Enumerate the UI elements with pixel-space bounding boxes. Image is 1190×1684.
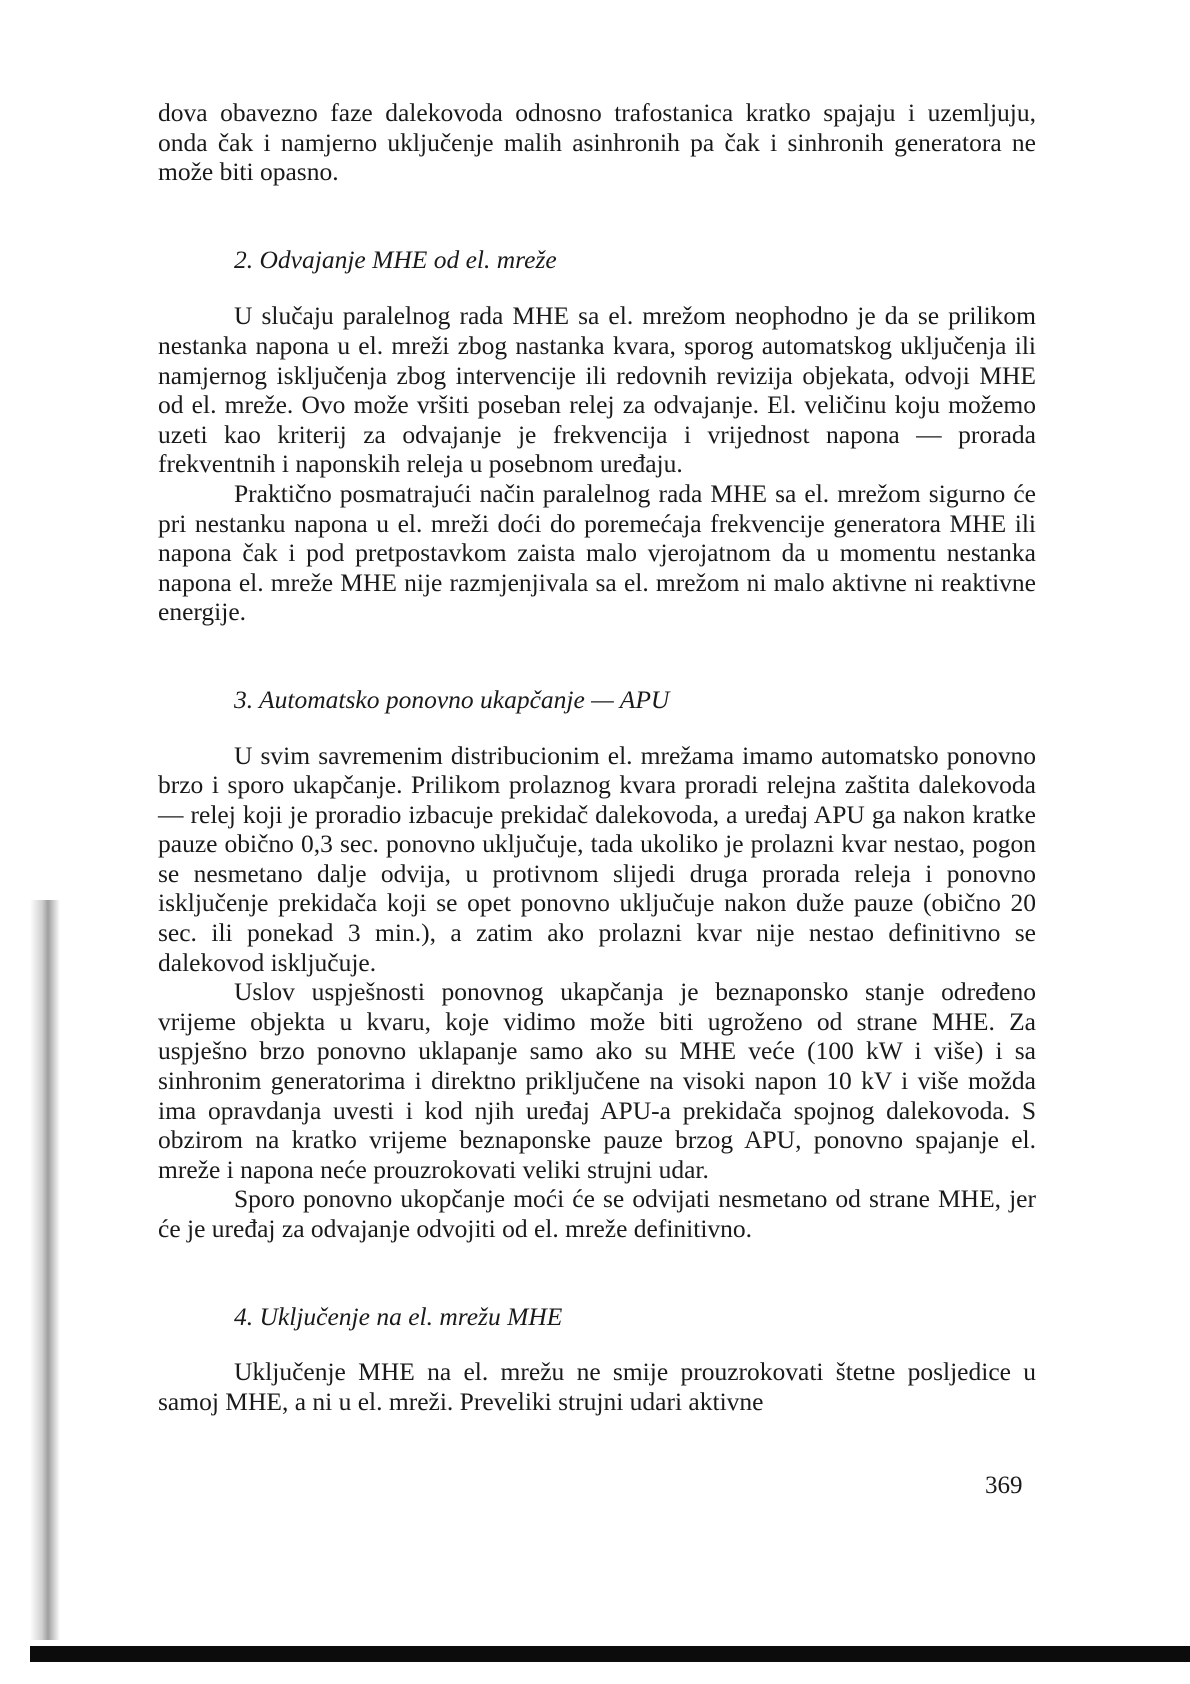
binding-shadow <box>30 900 60 1640</box>
section-3-paragraph-1: U svim savremenim distribucionim el. mrežama imamo automatsko ponovno brzo i sporo ukapčanje. Prilikom prolaznog kvara proradi relejna zaštita dalekovoda — relej koji je proradio izbacuje prekidač dalekovoda, a uređaj APU ga nakon kratke pauze obično 0,3 sec. ponovno uključuje, tada ukoliko je prolazni kvar nestao, pogon se nesmetano dalje odvija, u protivnom slijedi druga prorada releja i ponovno isključenje prekidača koji se opet ponovno uključuje nakon duže pauze (obično 20 sec. ili ponekad 3 min.), a zatim ako prolazni kvar nije nestao definitivno se dalekovod isključuje. <box>158 740 1036 977</box>
section-2-paragraph-2: Praktično posmatrajući način paralelnog rada MHE sa el. mrežom sigurno će pri nestanku napona u el. mreži doći do poremećaja frekvencije generatora MHE ili napona čak i pod pretpostavkom zaista malo vjerojatnom da u momentu nestanka napona el. mreže MHE nije razmjenjivala sa el. mrežom ni malo aktivne ni reaktivne energije. <box>158 478 1036 627</box>
section-4-paragraph-1: Uključenje MHE na el. mrežu ne smije prouzrokovati štetne posljedice u samoj MHE, a ni u el. mreži. Preveliki strujni udari aktivne <box>158 1357 1036 1416</box>
page-text <box>158 98 1036 1416</box>
section-2-heading: 2. Odvajanje MHE od el. mreže <box>234 244 557 274</box>
section-3-heading: 3. Automatsko ponovno ukapčanje — APU <box>234 684 670 714</box>
intro-paragraph: dova obavezno faze dalekovoda odnosno trafostanica kratko spajaju i uzemljuju, onda čak i namjerno uključenje malih asinhronih pa čak i sinhronih generatora ne može biti opasno. <box>158 98 1036 187</box>
section-3-paragraph-3: Sporo ponovno ukopčanje moći će se odvijati nesmetano od strane MHE, jer će je uređaj za odvajanje odvojiti od el. mreže definitivno. <box>158 1184 1036 1243</box>
section-2-paragraph-1: U slučaju paralelnog rada MHE sa el. mrežom neophodno je da se prilikom nestanka napona u el. mreži zbog nastanka kvara, sporog automatskog uključenja ili namjernog isključenja zbog intervencije ili redovnih revizija objekata, odvoji MHE od el. mreže. Ovo može vršiti poseban relej za odvajanje. El. veličinu koju možemo uzeti kao kriterij za odvajanje je frekvencija i vrijednost napona — prorada frekventnih i naponskih releja u posebnom uređaju. <box>158 301 1036 479</box>
page-number: 369 <box>985 1472 1023 1499</box>
scan-edge-bar <box>30 1646 1190 1662</box>
section-3-paragraph-2: Uslov uspješnosti ponovnog ukapčanja je beznaponsko stanje određeno vrijeme objekta u kvaru, koje vidimo može biti ugroženo od strane MHE. Za uspješno brzo ponovno uklapanje samo ako su MHE veće (100 kW i više) i sa sinhronim generatorima i direktno priključene na visoki napon 10 kV i više možda ima opravdanja uvesti i kod njih uređaj APU-a prekidača spojnog dalekovoda. S obzirom na kratko vrijeme beznaponske pauze brzog APU, ponovno spajanje el. mreže i napona neće prouzrokovati veliki strujni udar. <box>158 977 1036 1184</box>
section-4-heading: 4. Uključenje na el. mrežu MHE <box>234 1301 563 1331</box>
